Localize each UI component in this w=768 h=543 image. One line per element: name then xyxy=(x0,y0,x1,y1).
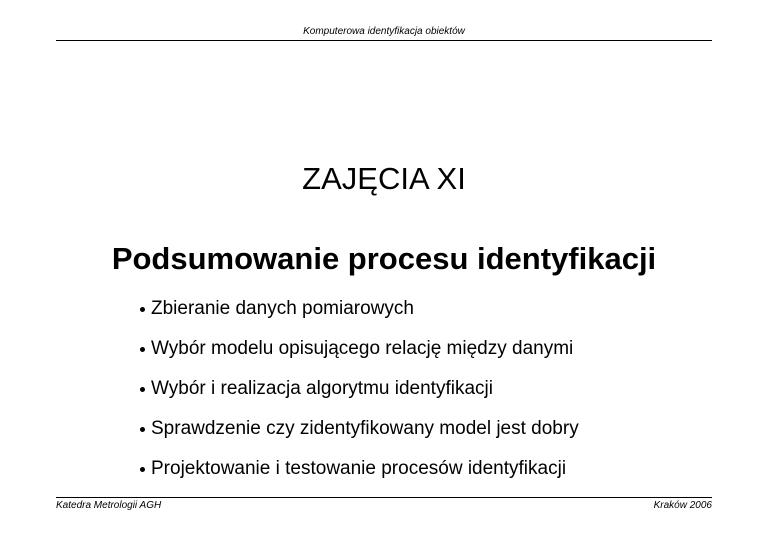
slide-subtitle: ZAJĘCIA XI xyxy=(302,161,466,196)
footer-divider xyxy=(56,497,712,498)
bullet-icon xyxy=(140,387,145,392)
list-item xyxy=(139,449,579,489)
list-item xyxy=(139,369,579,409)
bullet-icon xyxy=(140,467,145,472)
page-header-title: Komputerowa identyfikacja obiektów xyxy=(303,26,465,37)
bullet-text: Wybór modelu opisującego relację między danymi xyxy=(151,338,574,359)
footer-place-date: Kraków 2006 xyxy=(653,500,712,511)
header-divider xyxy=(56,40,712,41)
list-item xyxy=(139,409,579,449)
bullet-text: Projektowanie i testowanie procesów identyfikacji xyxy=(151,458,567,479)
bullet-text: Sprawdzenie czy zidentyfikowany model jest dobry xyxy=(151,418,579,439)
bullet-icon xyxy=(140,427,145,432)
list-item xyxy=(139,289,579,329)
slide-title: Podsumowanie procesu identyfikacji xyxy=(111,241,657,276)
bullet-list xyxy=(139,289,579,489)
bullet-text: Wybór i realizacja algorytmu identyfikacji xyxy=(151,378,493,399)
footer-institution: Katedra Metrologii AGH xyxy=(56,500,162,511)
bullet-icon xyxy=(140,307,145,312)
bullet-text: Zbieranie danych pomiarowych xyxy=(151,298,414,319)
list-item xyxy=(139,329,579,369)
bullet-icon xyxy=(140,347,145,352)
